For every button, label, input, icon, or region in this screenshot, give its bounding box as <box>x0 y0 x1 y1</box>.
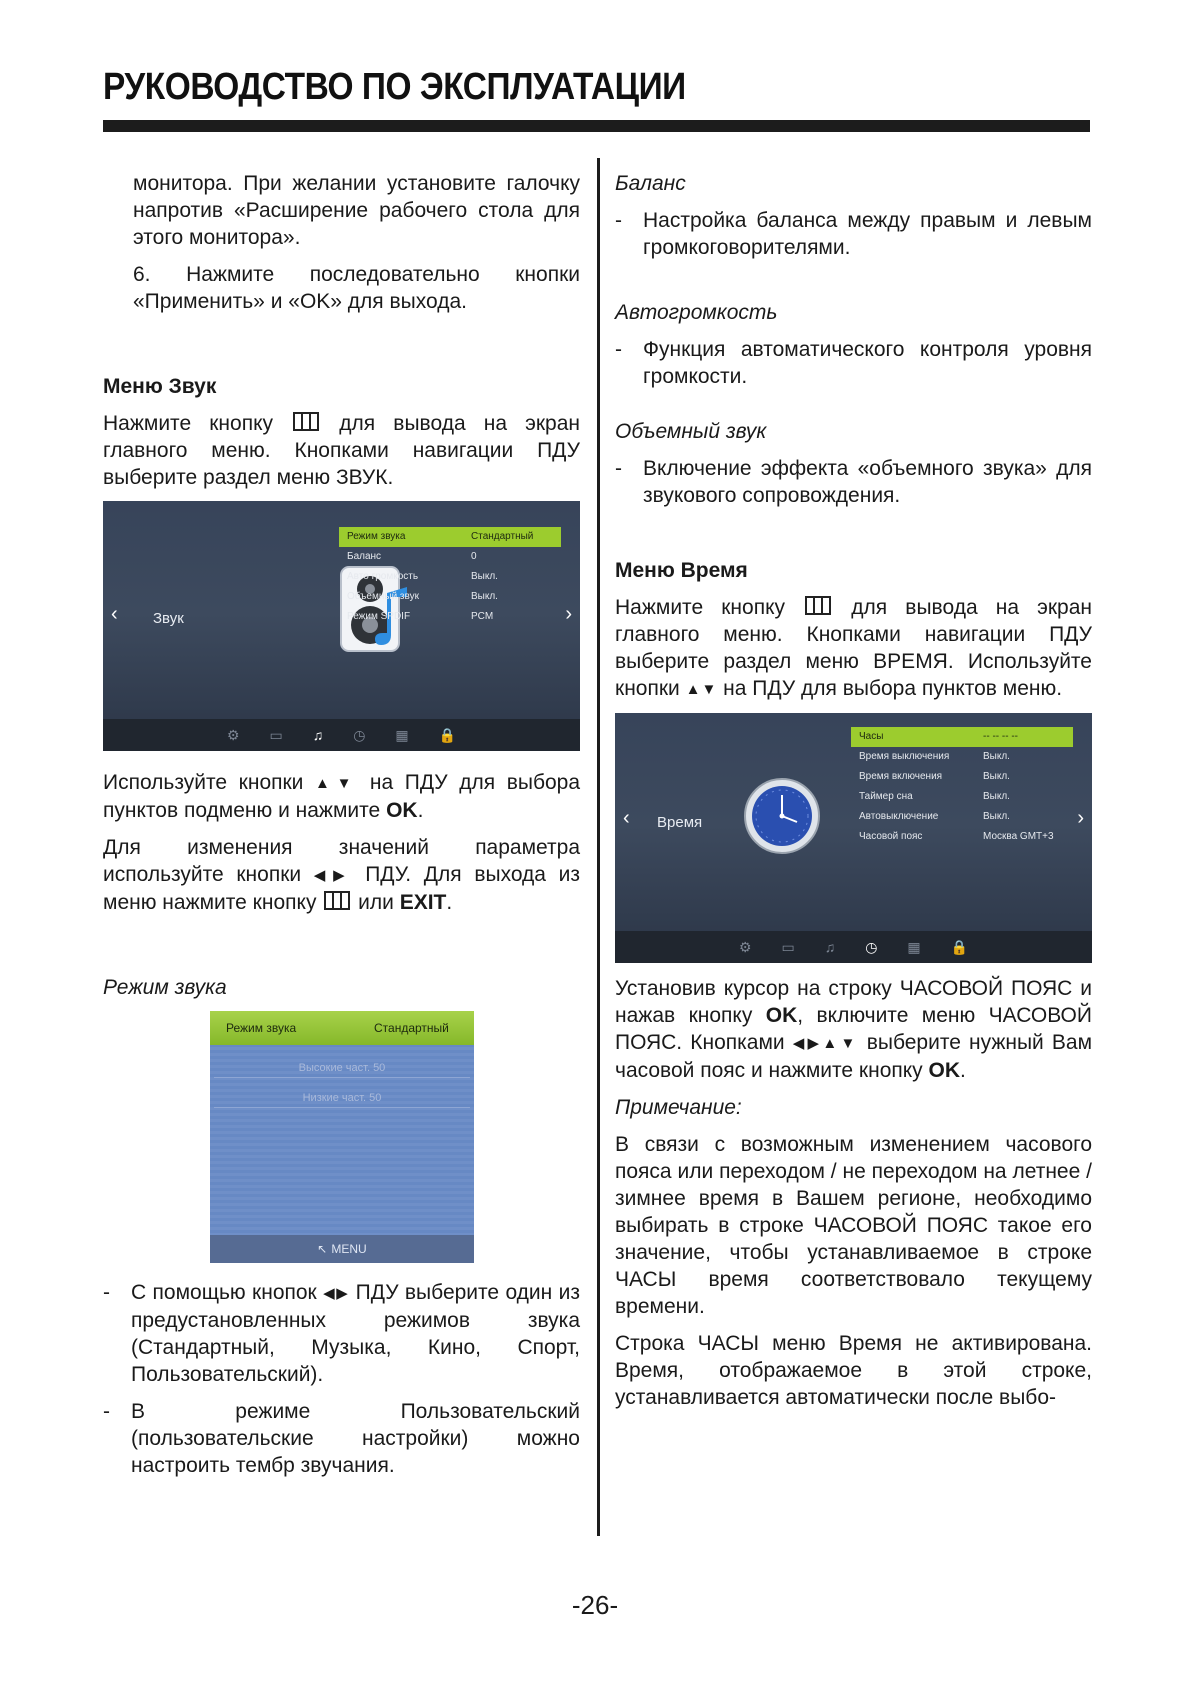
sound-menu-screen <box>103 501 580 751</box>
clock-icon <box>743 777 821 855</box>
menu-row[interactable]: Часовой пояс Москва GMT+3 <box>859 831 1054 842</box>
category-label: Звук <box>153 610 184 627</box>
lock-icon[interactable]: 🔒 <box>438 726 457 743</box>
timezone-instructions: Установив курсор на строку ЧАСОВОЙ ПОЯС и нажав кнопку OK, включите меню ЧАСОВОЙ ПОЯС. Кнопками ◀▶▲▼ выберите нужный Вам часовой пояс и нажмите кнопку OK. <box>615 977 1093 1082</box>
category-label: Время <box>657 814 703 831</box>
menu-key-icon <box>293 412 319 431</box>
left-right-arrows-icon: ◀▶ <box>313 867 353 884</box>
sound-intro: Нажмите кнопку для вывода на экран главного меню. Кнопками навигации ПДУ выберите раздел меню ЗВУК. <box>103 412 581 489</box>
menu-row[interactable]: Время включения Выкл. <box>859 771 1010 782</box>
bass-row[interactable]: Низкие част. 50 <box>302 1092 382 1104</box>
settings-icon[interactable]: ⚙ <box>738 938 752 955</box>
left-column <box>103 170 580 1489</box>
up-down-arrows-icon: ▲▼ <box>315 775 359 792</box>
page-number: -26- <box>571 1590 619 1620</box>
time-icon[interactable]: ◷ <box>353 726 366 743</box>
menu-row[interactable]: Автовыключение Выкл. <box>859 811 1010 822</box>
all-arrows-icon: ◀▶▲▼ <box>792 1035 859 1052</box>
nav-left-icon: ‹ <box>623 807 630 829</box>
menu-row[interactable]: Часы -- -- -- -- <box>851 727 1073 747</box>
menu-category-bar <box>615 931 1092 963</box>
bullet-item: - Настройка баланса между правым и левым громкоговорителями. <box>615 209 1092 259</box>
menu-row[interactable]: Авто громкость Выкл. <box>347 571 498 582</box>
navigate-instructions: Используйте кнопки ▲▼ на ПДУ для выбора пунктов подменю и нажмите OK. <box>103 771 581 822</box>
sound-icon[interactable]: ♫ <box>824 938 836 955</box>
up-down-arrows-icon: ▲▼ <box>685 681 718 698</box>
lock-icon[interactable]: 🔒 <box>950 938 969 955</box>
divider <box>214 1077 470 1078</box>
left-right-arrows-icon: ◀▶ <box>323 1285 350 1302</box>
subheading-surround: Объемный звук <box>615 420 767 443</box>
menu-row[interactable]: Таймер сна Выкл. <box>859 791 1010 802</box>
popup-footer: ↖ MENU <box>210 1235 474 1263</box>
page-title: РУКОВОДСТВО ПО ЭКСПЛУАТАЦИИ <box>103 66 686 108</box>
nav-right-icon: › <box>1077 807 1084 829</box>
menu-row[interactable]: Время выключения Выкл. <box>859 751 1010 762</box>
apps-icon[interactable]: ▦ <box>907 938 921 955</box>
menu-key-icon <box>805 596 831 615</box>
time-icon[interactable]: ◷ <box>865 938 878 955</box>
bullet-item: - Включение эффекта «объемного звука» для звукового сопровождения. <box>615 457 1092 507</box>
header-rule <box>103 120 1090 132</box>
menu-category-bar <box>103 719 580 751</box>
subheading-balance: Баланс <box>615 172 686 195</box>
paragraph-continuation: монитора. При желании установите галочку напротив «Расширение рабочего стола для этого монитора». <box>133 172 580 249</box>
subheading-note: Примечание: <box>615 1096 742 1119</box>
section-heading-sound: Меню Звук <box>103 375 217 398</box>
right-column <box>615 170 1092 1421</box>
section-heading-time: Меню Время <box>615 559 748 582</box>
nav-right-icon: › <box>565 603 572 625</box>
column-divider <box>597 158 600 1536</box>
treble-row[interactable]: Высокие част. 50 <box>298 1062 386 1074</box>
note-text: В связи с возможным изменением часового пояса или переходом / не переходом на летнее / зимнее время в Вашем регионе, необходимо выбирать в строке ЧАСОВОЙ ПОЯС такое его значение, чтобы устанавливаемое в строке ЧАСЫ время соответствовало текущему времени. <box>615 1133 1092 1318</box>
apps-icon[interactable]: ▦ <box>395 726 409 743</box>
subheading-autovolume: Автогромкость <box>615 301 778 324</box>
bullet-item: - Функция автоматического контроля уровня громкости. <box>615 338 1092 388</box>
divider <box>214 1107 470 1108</box>
clock-row-text: Строка ЧАСЫ меню Время не активирована. Время, отображаемое в этой строке, устанавливается автоматически после выбо- <box>615 1332 1092 1409</box>
paragraph-step-6: 6. Нажмите последовательно кнопки «Применить» и «OK» для выхода. <box>133 263 580 313</box>
menu-key-icon <box>324 891 350 910</box>
sound-icon[interactable]: ♫ <box>312 726 324 743</box>
picture-icon[interactable]: ▭ <box>269 726 283 743</box>
sound-mode-popup <box>210 1011 474 1263</box>
bullet-item: - В режиме Пользовательский (пользовательские настройки) можно настроить тембр звучания. <box>103 1400 580 1477</box>
time-menu-screen <box>615 713 1092 963</box>
change-values-instructions: Для изменения значений параметра используйте кнопки ◀▶ ПДУ. Для выхода из меню нажмите кнопку или EXIT. <box>103 836 580 914</box>
nav-left-icon: ‹ <box>111 603 118 625</box>
time-intro: Нажмите кнопку для вывода на экран главного меню. Кнопками навигации ПДУ выберите раздел меню ВРЕМЯ. Используйте кнопки ▲▼ на ПДУ для выбора пунктов меню. <box>615 596 1093 700</box>
picture-icon[interactable]: ▭ <box>781 938 795 955</box>
menu-row[interactable]: Объемный звук Выкл. <box>347 591 498 602</box>
popup-header-row[interactable]: Режим звука Стандартный <box>210 1011 474 1045</box>
menu-row[interactable]: Режим SPDIF PCM <box>347 611 494 622</box>
settings-icon[interactable]: ⚙ <box>226 726 240 743</box>
back-icon: ↖ <box>317 1241 328 1256</box>
menu-row[interactable]: Баланс 0 <box>347 551 477 562</box>
bullet-item: - С помощью кнопок ◀▶ ПДУ выберите один из предустановленных режимов звука (Стандартный, Музыка, Кино, Спорт, Пользовательский). <box>103 1281 580 1386</box>
subheading-sound-mode: Режим звука <box>103 976 227 999</box>
menu-row[interactable]: Режим звука Стандартный <box>339 527 561 547</box>
